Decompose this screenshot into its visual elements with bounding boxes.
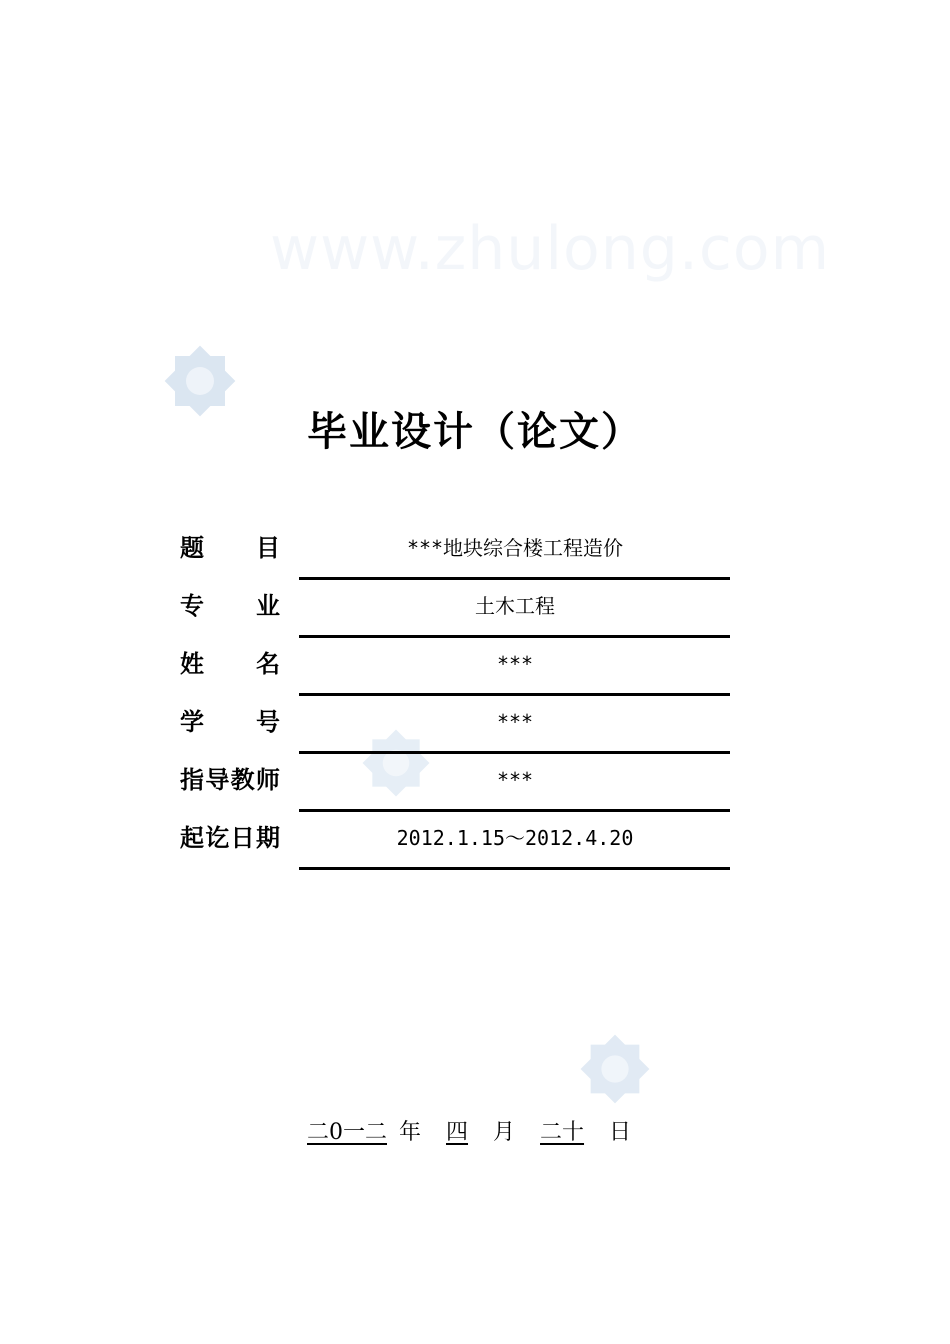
date-day: 二十 (540, 1120, 585, 1145)
field-row (0, 648, 950, 706)
field-label-char: 题 (180, 533, 204, 562)
date-year-unit: 年 (399, 1120, 422, 1145)
field-underline (299, 867, 730, 870)
field-label-char: 号 (256, 707, 280, 736)
field-label (180, 764, 280, 796)
field-label-char: 起 (180, 823, 204, 852)
field-label-char: 师 (255, 765, 280, 794)
date-line (295, 1115, 631, 1146)
field-underline (299, 751, 730, 754)
field-label-char: 期 (255, 823, 280, 852)
field-label (180, 706, 280, 738)
field-row (0, 822, 950, 880)
field-row (0, 706, 950, 764)
field-value: *** (496, 768, 534, 792)
field-label-char: 日 (230, 823, 255, 852)
field-label-char: 名 (256, 649, 280, 678)
field-underline (299, 577, 730, 580)
field-value: ***地块综合楼工程造价 (406, 536, 624, 560)
field-label (180, 822, 280, 854)
date-year: 二0一二 (307, 1120, 387, 1145)
date-month: 四 (446, 1120, 469, 1145)
field-row (0, 764, 950, 822)
date-day-unit: 日 (609, 1120, 632, 1145)
field-row (0, 590, 950, 648)
field-underline (299, 693, 730, 696)
field-label-char: 目 (256, 533, 280, 562)
field-label-char: 业 (256, 591, 280, 620)
field-value: 土木工程 (475, 594, 555, 618)
field-label (180, 532, 280, 564)
field-underline (299, 635, 730, 638)
field-value: *** (496, 652, 534, 676)
field-value: 2012.1.15～2012.4.20 (396, 826, 634, 850)
field-label-char: 导 (205, 765, 230, 794)
field-underline (299, 809, 730, 812)
field-label (180, 590, 280, 622)
snowflake-seal-icon (578, 1032, 652, 1106)
field-label-char: 讫 (205, 823, 230, 852)
field-row (0, 532, 950, 590)
field-label-char: 指 (180, 765, 204, 794)
field-value: *** (496, 710, 534, 734)
date-month-unit: 月 (493, 1120, 516, 1145)
field-label-char: 姓 (180, 649, 204, 678)
watermark-text: www.zhulong.com (270, 214, 831, 284)
page-title: 毕业设计（论文） (307, 408, 643, 455)
field-label (180, 648, 280, 680)
field-label-char: 学 (180, 707, 204, 736)
field-label-char: 专 (180, 591, 204, 620)
field-label-char: 教 (230, 765, 255, 794)
